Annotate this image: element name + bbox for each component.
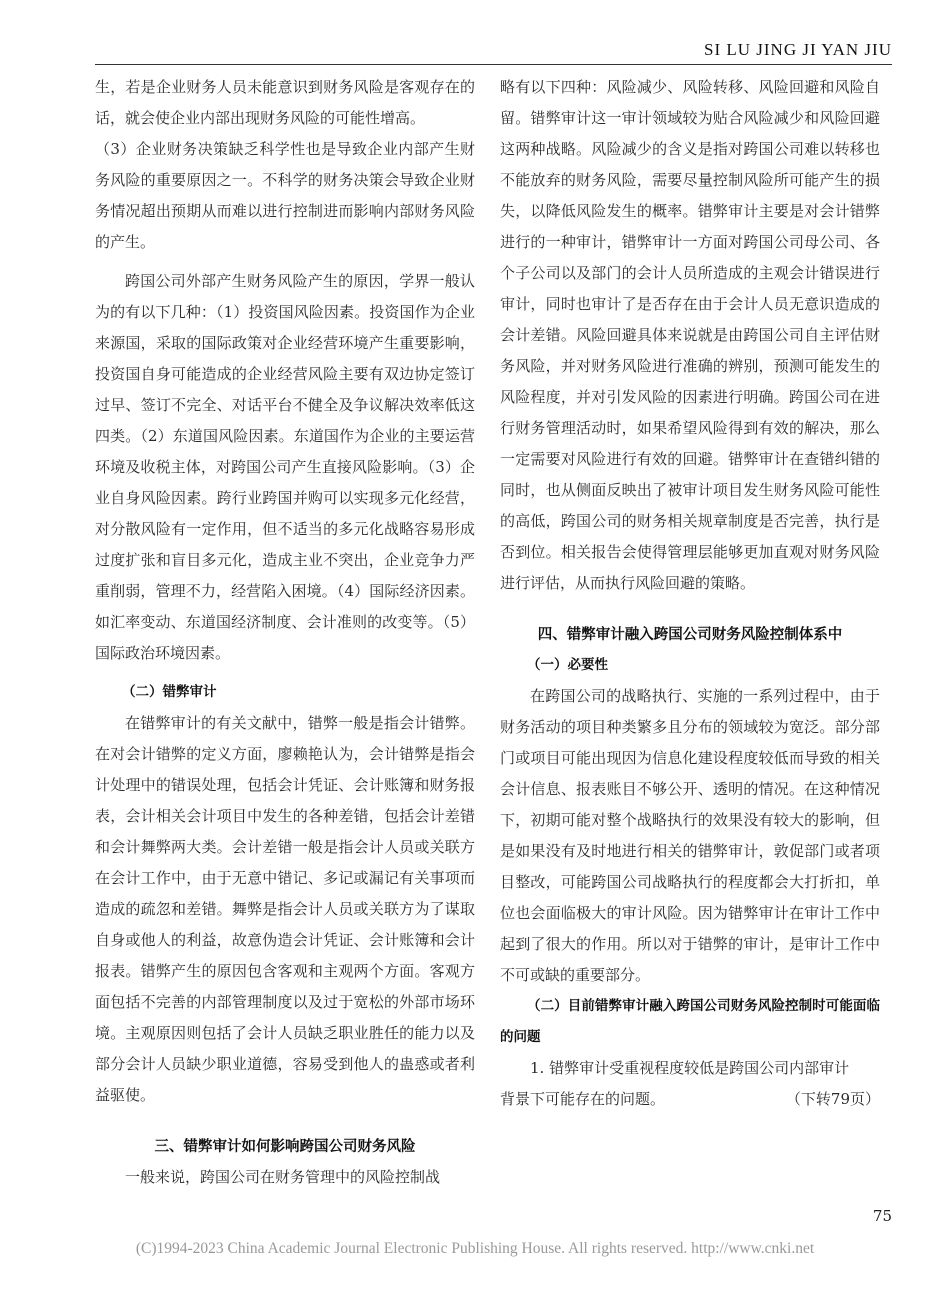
paragraph: 一般来说，跨国公司在财务管理中的风险控制战	[125, 1168, 441, 1186]
paragraph: 跨国公司外部产生财务风险产生的原因，学界一般认为的有以下几种：（1）投资国风险因素。投资国作为企业来源国，采取的国际政策对企业经营环境产生重要影响，投资国自身可能造成的企业经营风险主要有双边协定签订过早、签订不完全、对话平台不健全及争议解决效率低这四类。（2）东道国风险因素。东道国作为企业的主要运营环境及收税主体，对跨国公司产生直接风险影响。（3）企业自身风险因素。跨行业跨国并购可以实现多元化经营，对分散风险有一定作用，但不适当的多元化战略容易形成过度扩张和盲目多元化，造成主业不突出，企业竞争力严重削弱，管理不力，经营陷入困境。（4）国际经济因素。如汇率变动、东道国经济制度、会计准则的改变等。（5）国际政治环境因素。	[95, 272, 475, 662]
right-column	[500, 72, 880, 1115]
header-rule	[95, 64, 892, 65]
paragraph: 1. 错弊审计受重视程度较低是跨国公司内部审计	[530, 1059, 850, 1077]
paragraph: （3）企业财务决策缺乏科学性也是导致企业内部产生财务风险的重要原因之一。不科学的财务决策会导致企业财务情况超出预期从而难以进行控制进而影响内部财务风险的产生。	[95, 140, 475, 251]
paragraph: 背景下可能存在的问题。	[500, 1090, 666, 1108]
paragraph: 生，若是企业财务人员未能意识到财务风险是客观存在的话，就会使企业内部出现财务风险的可能性增高。	[95, 78, 475, 127]
section-heading: 三、错弊审计如何影响跨国公司财务风险	[154, 1138, 416, 1155]
left-column	[95, 72, 475, 1193]
paragraph: 略有以下四种：风险减少、风险转移、风险回避和风险自留。错弊审计这一审计领域较为贴合风险减少和风险回避这两种战略。风险减少的含义是指对跨国公司难以转移也不能放弃的财务风险，需要尽量控制风险所可能产生的损失，以降低风险发生的概率。错弊审计主要是对会计错弊进行的一种审计，错弊审计一方面对跨国公司母公司、各个子公司以及部门的会计人员所造成的主观会计错误进行审计，同时也审计了是否存在由于会计人员无意识造成的会计差错。风险回避具体来说就是由跨国公司自主评估财务风险，并对财务风险进行准确的辨别，预测可能发生的风险程度，并对引发风险的因素进行明确。跨国公司在进行财务管理活动时，如果希望风险得到有效的解决，那么一定需要对风险进行有效的回避。错弊审计在查错纠错的同时，也从侧面反映出了被审计项目发生财务风险可能性的高低，跨国公司的财务相关规章制度是否完善，执行是否到位。相关报告会使得管理层能够更加直观对财务风险进行评估，从而执行风险回避的策略。	[500, 78, 880, 592]
page-number: 75	[872, 1207, 892, 1225]
paragraph-tail	[500, 1084, 880, 1115]
paragraph: 在跨国公司的战略执行、实施的一系列过程中，由于财务活动的项目种类繁多且分布的领域较为宽泛。部分部门或项目可能出现因为信息化建设程度较低而导致的相关会计信息、报表账目不够公开、透明的情况。在这种情况下，初期可能对整个战略执行的效果没有较大的影响，但是如果没有及时地进行相关的错弊审计，敦促部门或者项目整改，可能跨国公司战略执行的程度都会大打折扣，单位也会面临极大的审计风险。因为错弊审计在审计工作中起到了很大的作用。所以对于错弊的审计，是审计工作中不可或缺的重要部分。	[500, 687, 880, 984]
continued-note: （下转79页）	[785, 1090, 880, 1108]
footer-copyright: (C)1994-2023 China Academic Journal Electronic Publishing House. All rights reserved. http://www.cnki.net	[135, 1240, 815, 1257]
subsection-heading: （二）错弊审计	[122, 684, 217, 700]
journal-title: SI LU JING JI YAN JIU	[703, 40, 892, 59]
section-heading: 四、错弊审计融入跨国公司财务风险控制体系中	[537, 626, 843, 643]
subsection-heading: （二）目前错弊审计融入跨国公司财务风险控制时可能面临的问题	[500, 998, 880, 1045]
paragraph: 在错弊审计的有关文献中，错弊一般是指会计错弊。在对会计错弊的定义方面，廖赖艳认为，会计错弊是指会计处理中的错误处理，包括会计凭证、会计账簿和财务报表，会计相关会计项目中发生的各种差错，包括会计差错和会计舞弊两大类。会计差错一般是指会计人员或关联方在会计工作中，由于无意中错记、多记或漏记有关事项而造成的疏忽和差错。舞弊是指会计人员或关联方为了谋取自身或他人的利益，故意伪造会计凭证、会计账簿和会计报表。错弊产生的原因包含客观和主观两个方面。客观方面包括不完善的内部管理制度以及过于宽松的外部市场环境。主观原因则包括了会计人员缺乏职业胜任的能力以及部分会计人员缺少职业道德，容易受到他人的蛊惑或者利益驱使。	[95, 714, 475, 1104]
subsection-heading: （一）必要性	[527, 657, 608, 673]
